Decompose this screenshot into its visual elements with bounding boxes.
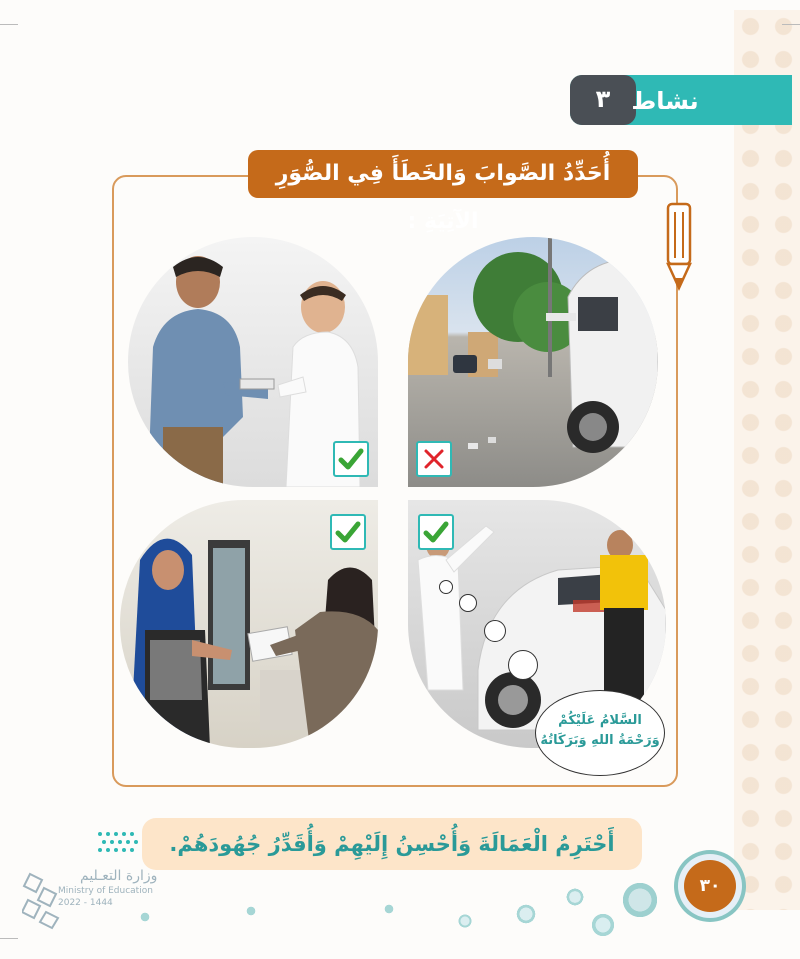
wrong-mark bbox=[416, 441, 452, 477]
rosette-decoration bbox=[620, 880, 660, 920]
correct-mark bbox=[333, 441, 369, 477]
dots-decoration bbox=[96, 830, 142, 858]
photo-littering-from-car bbox=[408, 237, 658, 487]
ministry-logo bbox=[22, 862, 158, 932]
activity-number: ٣ bbox=[570, 75, 636, 125]
thought-dot bbox=[484, 620, 506, 642]
crop-mark bbox=[0, 938, 18, 939]
photo-giving-gift bbox=[120, 500, 378, 748]
pencil-icon bbox=[664, 200, 694, 292]
crop-mark bbox=[782, 24, 800, 25]
speech-bubble bbox=[535, 690, 665, 776]
value-statement: أَحْتَرِمُ الْعَمَالَةَ وَأُحْسِنُ إِلَيْهِمْ وَأُقَدِّرُ جُهُودَهُمْ. bbox=[142, 818, 642, 870]
ministry-year: 2022 - 1444 bbox=[58, 898, 113, 908]
speech-line-2: وَرَحْمَةُ اللهِ وَبَرَكَاتُهُ bbox=[540, 733, 660, 748]
ministry-name-ar: وزارة التعـليم bbox=[80, 868, 158, 884]
thought-dot bbox=[508, 650, 538, 680]
thought-dot bbox=[459, 594, 477, 612]
rosette-decoration bbox=[590, 912, 616, 938]
rosette-decoration bbox=[566, 888, 584, 906]
ministry-name-en: Ministry of Education bbox=[58, 886, 153, 896]
activity-label: نشاط bbox=[631, 87, 699, 115]
rosette-decoration bbox=[458, 914, 472, 928]
rosette-decoration bbox=[246, 906, 256, 916]
photo-handing-item bbox=[128, 237, 378, 487]
page-number: ٣٠ bbox=[684, 860, 736, 912]
side-ornament-strip bbox=[734, 10, 800, 910]
checkmark-icon bbox=[334, 518, 362, 546]
rosette-decoration bbox=[516, 904, 536, 924]
crop-mark bbox=[0, 24, 18, 25]
rosette-decoration bbox=[384, 904, 394, 914]
correct-mark bbox=[418, 514, 454, 550]
checkmark-icon bbox=[422, 518, 450, 546]
thought-dot bbox=[439, 580, 453, 594]
correct-mark bbox=[330, 514, 366, 550]
cross-icon bbox=[420, 445, 448, 473]
checkmark-icon bbox=[337, 445, 365, 473]
speech-line-1: السَّلامُ عَلَيْكُمْ bbox=[558, 713, 642, 728]
ministry-logo-icon bbox=[22, 870, 62, 930]
instruction-title: أُحَدِّدُ الصَّوابَ وَالخَطَأَ فِي الصُّوَرِ الآتِيَةِ : bbox=[248, 150, 638, 198]
